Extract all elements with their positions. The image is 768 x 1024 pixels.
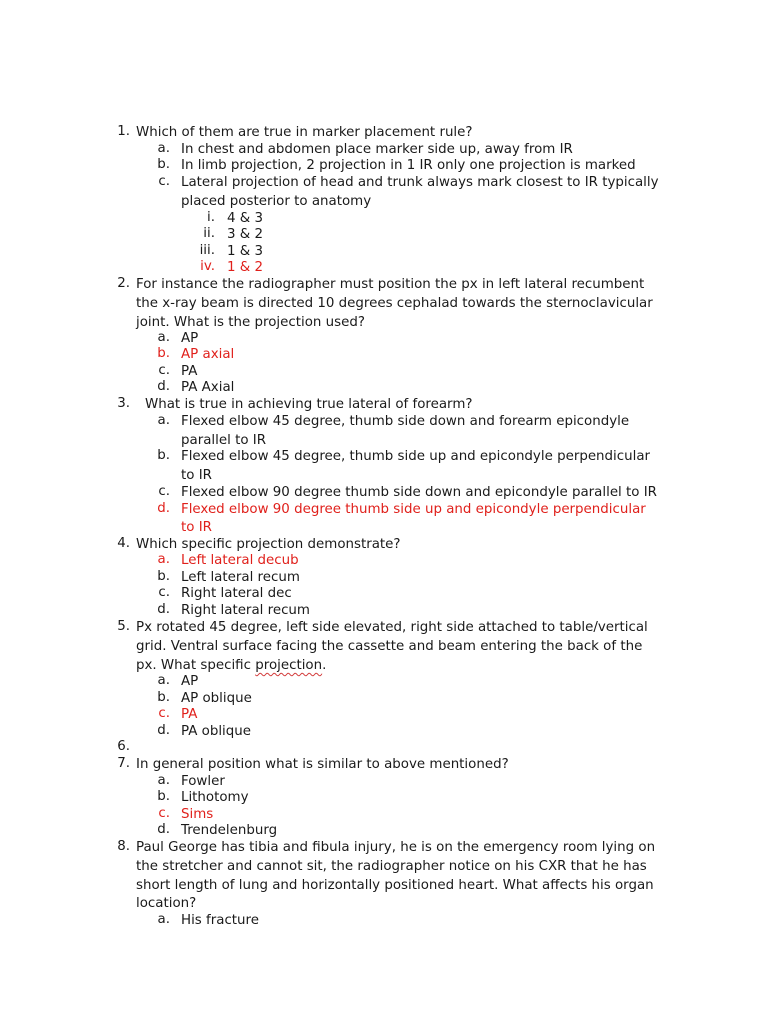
option-letter: a. (157, 413, 170, 428)
question-stem: Which of them are true in marker placement rule? (136, 125, 473, 140)
option-text: placed posterior to anatomy (181, 194, 372, 209)
option-text: to IR (181, 468, 212, 483)
option-letter: a. (157, 330, 170, 345)
option-letter: b. (157, 448, 170, 463)
option-letter: d. (157, 822, 170, 837)
question-stem (136, 657, 326, 674)
option-letter: c. (158, 585, 170, 600)
sub-option-numeral-answer: iv. (200, 259, 215, 274)
option-letter: d. (157, 379, 170, 394)
sub-option-text: 4 & 3 (227, 211, 263, 226)
option-text: Trendelenburg (181, 823, 278, 838)
question-stem: Which specific projection demonstrate? (136, 537, 401, 552)
option-text-answer: Flexed elbow 90 degree thumb side up and epicondyle perpendicular (181, 502, 646, 517)
sub-option-numeral: iii. (199, 243, 215, 258)
question-stem: joint. What is the projection used? (136, 315, 365, 330)
question-stem: grid. Ventral surface facing the cassette and beam entering the back of the (136, 639, 643, 654)
option-letter: b. (157, 690, 170, 705)
option-text: Flexed elbow 90 degree thumb side down and epicondyle parallel to IR (181, 485, 657, 500)
question-stem: the stretcher and cannot sit, the radiographer notice on his CXR that he has (136, 859, 647, 874)
option-letter: d. (157, 723, 170, 738)
question-number: 6. (117, 739, 130, 754)
option-letter-answer: a. (157, 552, 170, 567)
option-text: AP (181, 674, 199, 689)
option-text: In limb projection, 2 projection in 1 IR only one projection is marked (181, 158, 636, 173)
option-letter-answer: b. (157, 346, 170, 361)
stem-fragment: . (322, 658, 327, 673)
question-stem: location? (136, 896, 197, 911)
sub-option-numeral: ii. (203, 226, 215, 241)
option-text: Lithotomy (181, 790, 249, 805)
option-text: Flexed elbow 45 degree, thumb side down and forearm epicondyle (181, 414, 630, 429)
option-letter: a. (157, 673, 170, 688)
option-text: PA oblique (181, 724, 251, 739)
question-number: 8. (117, 839, 130, 854)
option-text: parallel to IR (181, 433, 267, 448)
option-text-answer: to IR (181, 520, 212, 535)
option-text: Left lateral recum (181, 570, 300, 585)
option-letter-answer: c. (158, 806, 170, 821)
option-text-answer: PA (181, 707, 198, 722)
option-letter: c. (158, 363, 170, 378)
option-text: PA Axial (181, 380, 235, 395)
question-number: 7. (117, 756, 130, 771)
question-stem: Px rotated 45 degree, left side elevated, right side attached to table/vertical (136, 620, 648, 635)
option-text: Fowler (181, 774, 225, 789)
stem-fragment: px. What specific (136, 658, 256, 673)
option-text: His fracture (181, 913, 259, 928)
question-number: 2. (117, 276, 130, 291)
option-letter: a. (157, 141, 170, 156)
option-text-answer: AP axial (181, 347, 235, 362)
option-text: In chest and abdomen place marker side up, away from IR (181, 142, 573, 157)
option-text: Lateral projection of head and trunk always mark closest to IR typically (181, 175, 659, 190)
option-text: PA (181, 364, 198, 379)
option-text: Flexed elbow 45 degree, thumb side up and epicondyle perpendicular (181, 449, 651, 464)
sub-option-numeral: i. (207, 210, 215, 225)
option-letter: b. (157, 789, 170, 804)
option-text: AP (181, 331, 199, 346)
question-stem: the x-ray beam is directed 10 degrees cephalad towards the sternoclavicular (136, 296, 653, 311)
question-stem: What is true in achieving true lateral of forearm? (145, 397, 473, 412)
option-letter: c. (158, 484, 170, 499)
option-letter: a. (157, 912, 170, 927)
option-text: Right lateral recum (181, 603, 310, 618)
sub-option-text-answer: 1 & 2 (227, 260, 263, 275)
option-letter: b. (157, 157, 170, 172)
question-number: 1. (117, 124, 130, 139)
question-number: 4. (117, 536, 130, 551)
question-stem: For instance the radiographer must position the px in left lateral recumbent (136, 277, 645, 292)
question-stem: short length of lung and horizontally positioned heart. What affects his organ (136, 878, 654, 893)
question-stem: In general position what is similar to above mentioned? (136, 757, 509, 772)
option-letter-answer: c. (158, 706, 170, 721)
option-text-answer: Left lateral decub (181, 553, 299, 568)
question-number: 5. (117, 619, 130, 634)
option-letter: c. (158, 174, 170, 189)
option-letter: d. (157, 602, 170, 617)
sub-option-text: 3 & 2 (227, 227, 263, 242)
option-text: Right lateral dec (181, 586, 292, 601)
option-letter: a. (157, 773, 170, 788)
option-letter-answer: d. (157, 501, 170, 516)
question-number: 3. (117, 396, 130, 411)
question-stem: Paul George has tibia and fibula injury, he is on the emergency room lying on (136, 840, 656, 855)
option-text-answer: Sims (181, 807, 214, 822)
spellcheck-word: projection (255, 658, 323, 673)
option-letter: b. (157, 569, 170, 584)
sub-option-text: 1 & 3 (227, 244, 263, 259)
option-text: AP oblique (181, 691, 252, 706)
